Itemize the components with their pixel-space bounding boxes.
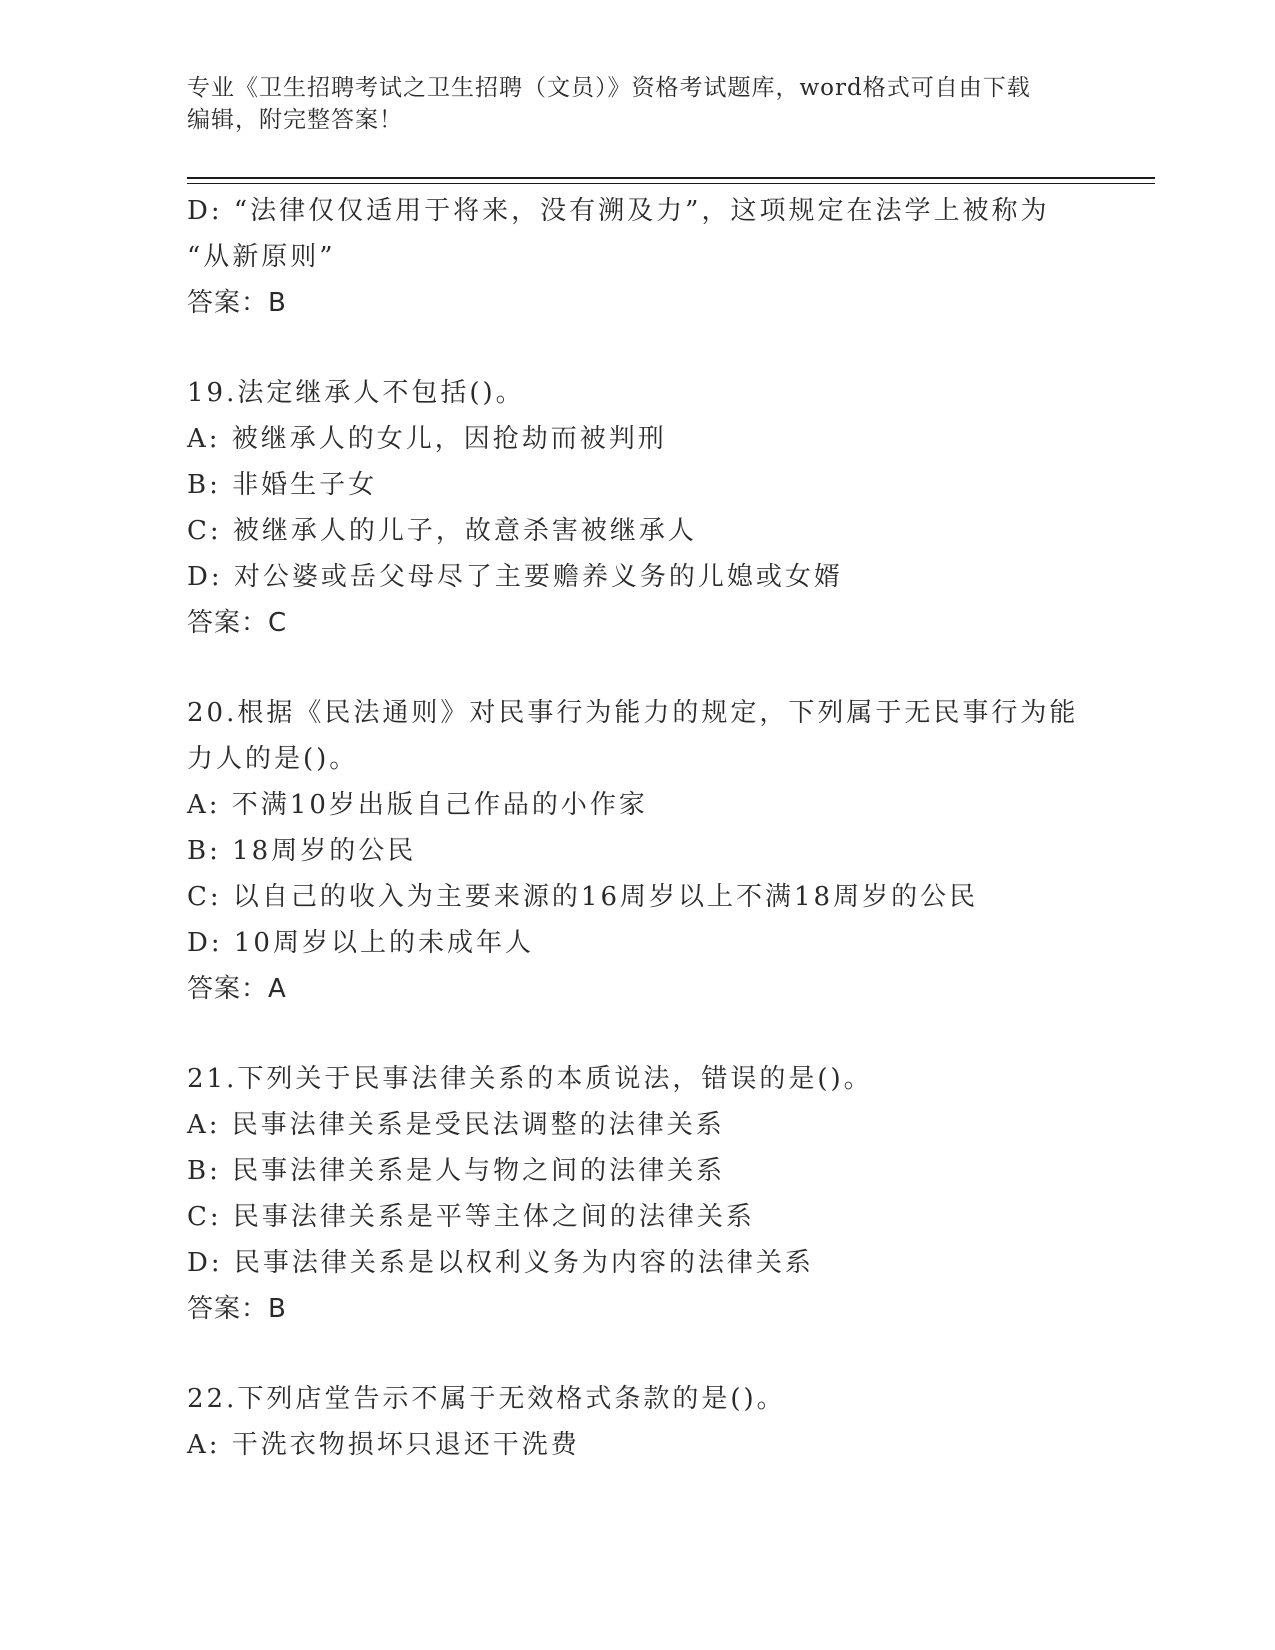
option-a: A: 民事法律关系是受民法调整的法律关系 — [187, 1110, 725, 1140]
option-b: B: 民事法律关系是人与物之间的法律关系 — [187, 1156, 726, 1186]
question-20 — [187, 690, 1087, 1012]
answer-label: 答案：B — [187, 1294, 287, 1324]
continued-question — [187, 188, 1087, 326]
option-d: D: 10周岁以上的未成年人 — [187, 928, 534, 958]
header-divider-thick — [187, 177, 1155, 179]
option-c: C: 民事法律关系是平等主体之间的法律关系 — [187, 1202, 755, 1232]
question-stem: 19.法定继承人不包括()。 — [187, 378, 525, 408]
option-b: B: 18周岁的公民 — [187, 836, 417, 866]
document-header — [187, 72, 1067, 136]
question-stem: 22.下列店堂告示不属于无效格式条款的是()。 — [187, 1384, 786, 1414]
option-d-line-1: D: “法律仅仅适用于将来，没有溯及力”，这项规定在法学上被称为 — [187, 196, 1050, 226]
question-content — [187, 188, 1087, 1468]
spacer — [187, 646, 1087, 690]
header-divider-thin — [187, 183, 1155, 184]
question-19 — [187, 370, 1087, 646]
spacer — [187, 1012, 1087, 1056]
option-a: A: 干洗衣物损坏只退还干洗费 — [187, 1430, 580, 1460]
answer-label: 答案：C — [187, 608, 288, 638]
option-d-line-2: “从新原则” — [187, 242, 336, 272]
option-a: A: 被继承人的女儿，因抢劫而被判刑 — [187, 424, 667, 454]
question-stem-line-2: 力人的是()。 — [187, 744, 359, 774]
header-line-1: 专业《卫生招聘考试之卫生招聘（文员）》资格考试题库，word格式可自由下载 — [187, 75, 1031, 101]
option-b: B: 非婚生子女 — [187, 470, 378, 500]
question-stem-line-1: 20.根据《民法通则》对民事行为能力的规定，下列属于无民事行为能 — [187, 698, 1079, 728]
question-22 — [187, 1376, 1087, 1468]
spacer — [187, 326, 1087, 370]
header-line-2: 编辑，附完整答案！ — [187, 107, 403, 133]
option-d: D: 民事法律关系是以权利义务为内容的法律关系 — [187, 1248, 814, 1278]
option-a: A: 不满10岁出版自己作品的小作家 — [187, 790, 648, 820]
answer-label: 答案：A — [187, 974, 287, 1004]
question-stem: 21.下列关于民事法律关系的本质说法，错误的是()。 — [187, 1064, 873, 1094]
answer-label: 答案：B — [187, 288, 287, 318]
option-c: C: 被继承人的儿子，故意杀害被继承人 — [187, 516, 697, 546]
option-d: D: 对公婆或岳父母尽了主要赡养义务的儿媳或女婿 — [187, 562, 843, 592]
question-21 — [187, 1056, 1087, 1332]
option-c: C: 以自己的收入为主要来源的16周岁以上不满18周岁的公民 — [187, 882, 979, 912]
spacer — [187, 1332, 1087, 1376]
